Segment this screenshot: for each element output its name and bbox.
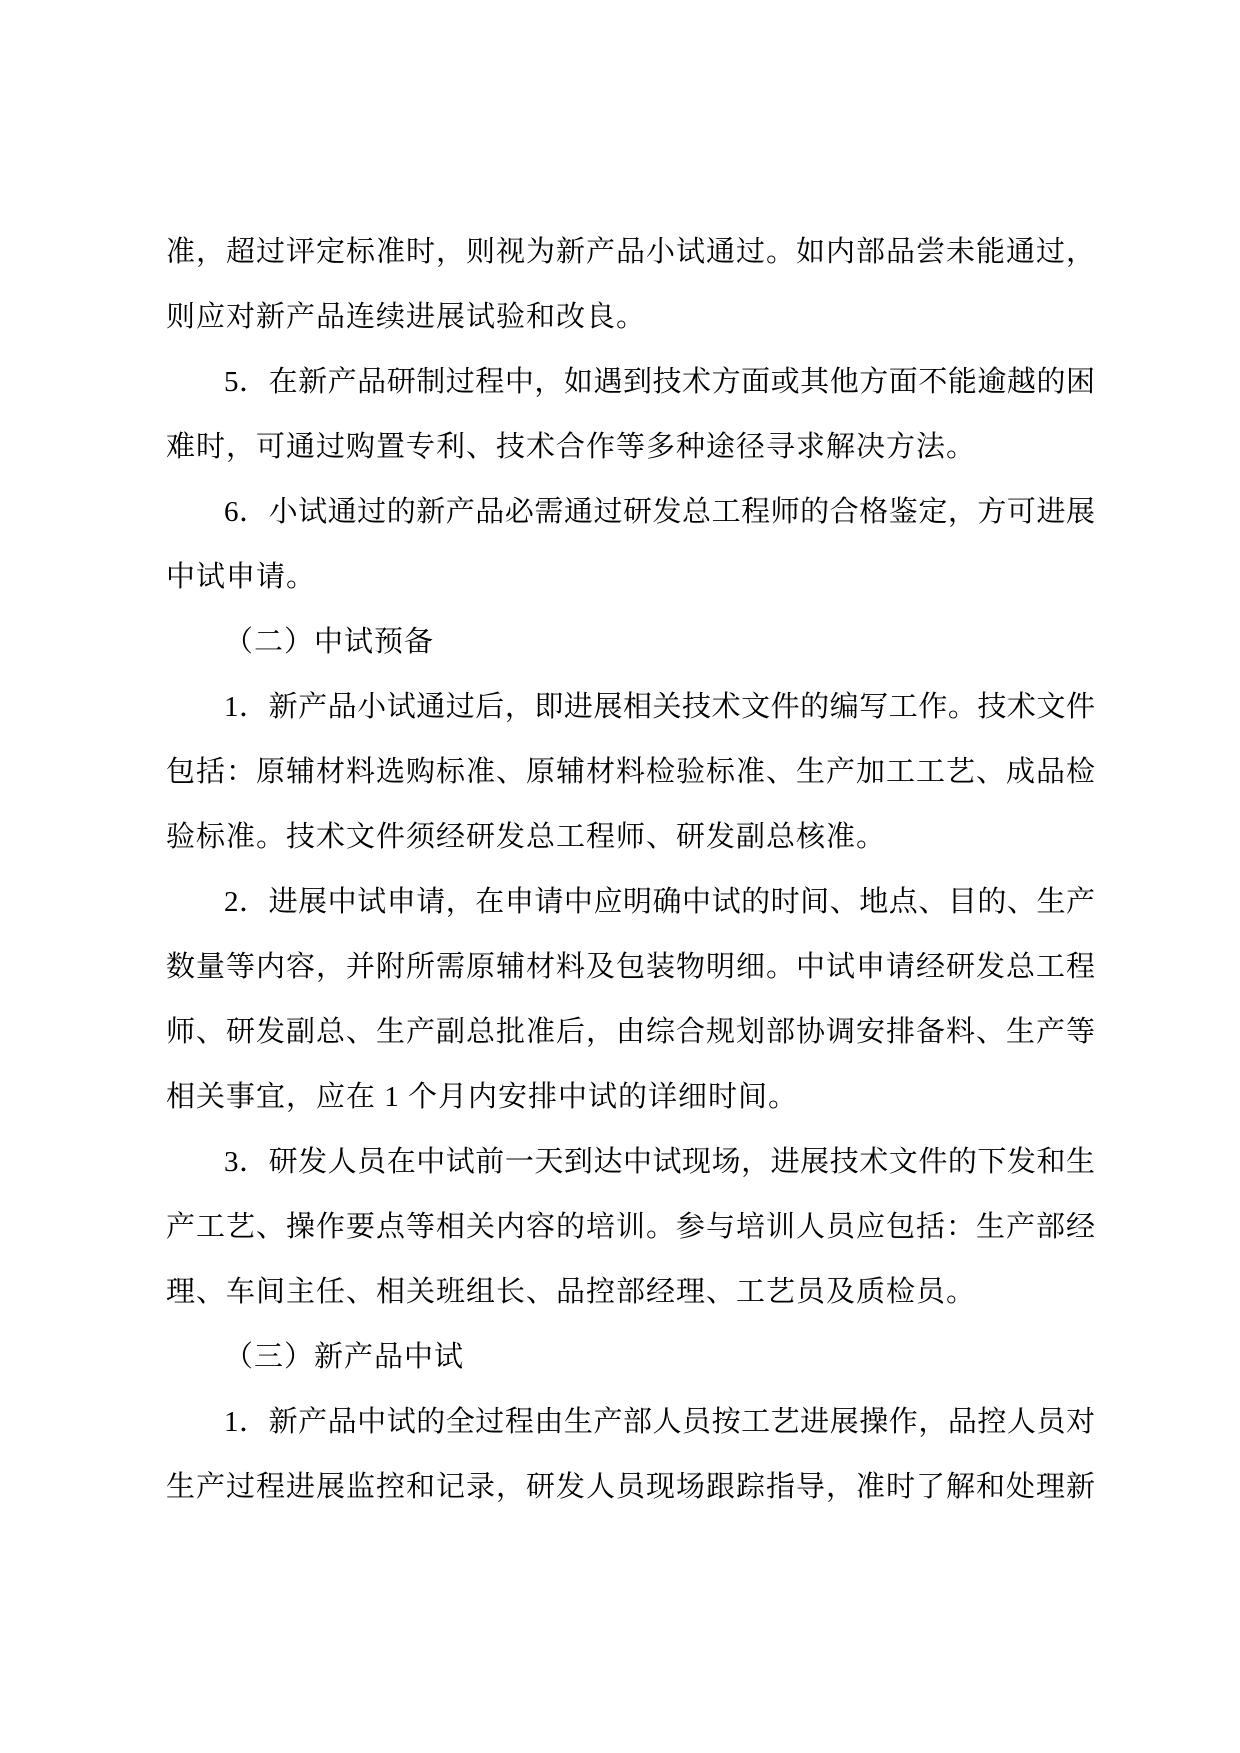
text-line: 中试申请。 — [166, 561, 317, 593]
text-line: 2．进展中试申请，在申请中应明确中试的时间、地点、目的、生产 — [224, 886, 1095, 918]
text-line: 师、研发副总、生产副总批准后，由综合规划部协调安排备料、生产等 — [166, 1016, 1095, 1048]
text-line: 难时，可通过购置专利、技术合作等多种途径寻求解决方法。 — [166, 431, 977, 463]
text-line: 3．研发人员在中试前一天到达中试现场，进展技术文件的下发和生 — [224, 1146, 1095, 1178]
text-line: 1．新产品小试通过后，即进展相关技术文件的编写工作。技术文件 — [224, 691, 1095, 723]
text-line: （三）新产品中试 — [224, 1341, 465, 1373]
text-line: 产工艺、操作要点等相关内容的培训。参与培训人员应包括：生产部经 — [166, 1211, 1095, 1243]
text-line: （二）中试预备 — [224, 626, 435, 658]
text-line: 验标准。技术文件须经研发总工程师、研发副总核准。 — [166, 821, 887, 853]
document-text-block — [166, 220, 1095, 1520]
text-line: 1．新产品中试的全过程由生产部人员按工艺进展操作，品控人员对 — [224, 1406, 1095, 1438]
text-line: 理、车间主任、相关班组长、品控部经理、工艺员及质检员。 — [166, 1276, 977, 1308]
text-line: 5．在新产品研制过程中，如遇到技术方面或其他方面不能逾越的困 — [224, 366, 1095, 398]
text-line: 数量等内容，并附所需原辅材料及包装物明细。中试申请经研发总工程 — [166, 951, 1095, 983]
text-line: 生产过程进展监控和记录，研发人员现场跟踪指导，准时了解和处理新 — [166, 1471, 1095, 1503]
text-line: 包括：原辅材料选购标准、原辅材料检验标准、生产加工工艺、成品检 — [166, 756, 1095, 788]
text-line: 准，超过评定标准时，则视为新产品小试通过。如内部品尝未能通过， — [166, 236, 1095, 268]
text-line: 则应对新产品连续进展试验和改良。 — [166, 301, 647, 333]
text-line: 相关事宜，应在 1 个月内安排中试的详细时间。 — [166, 1081, 799, 1113]
text-line: 6．小试通过的新产品必需通过研发总工程师的合格鉴定，方可进展 — [224, 496, 1095, 528]
